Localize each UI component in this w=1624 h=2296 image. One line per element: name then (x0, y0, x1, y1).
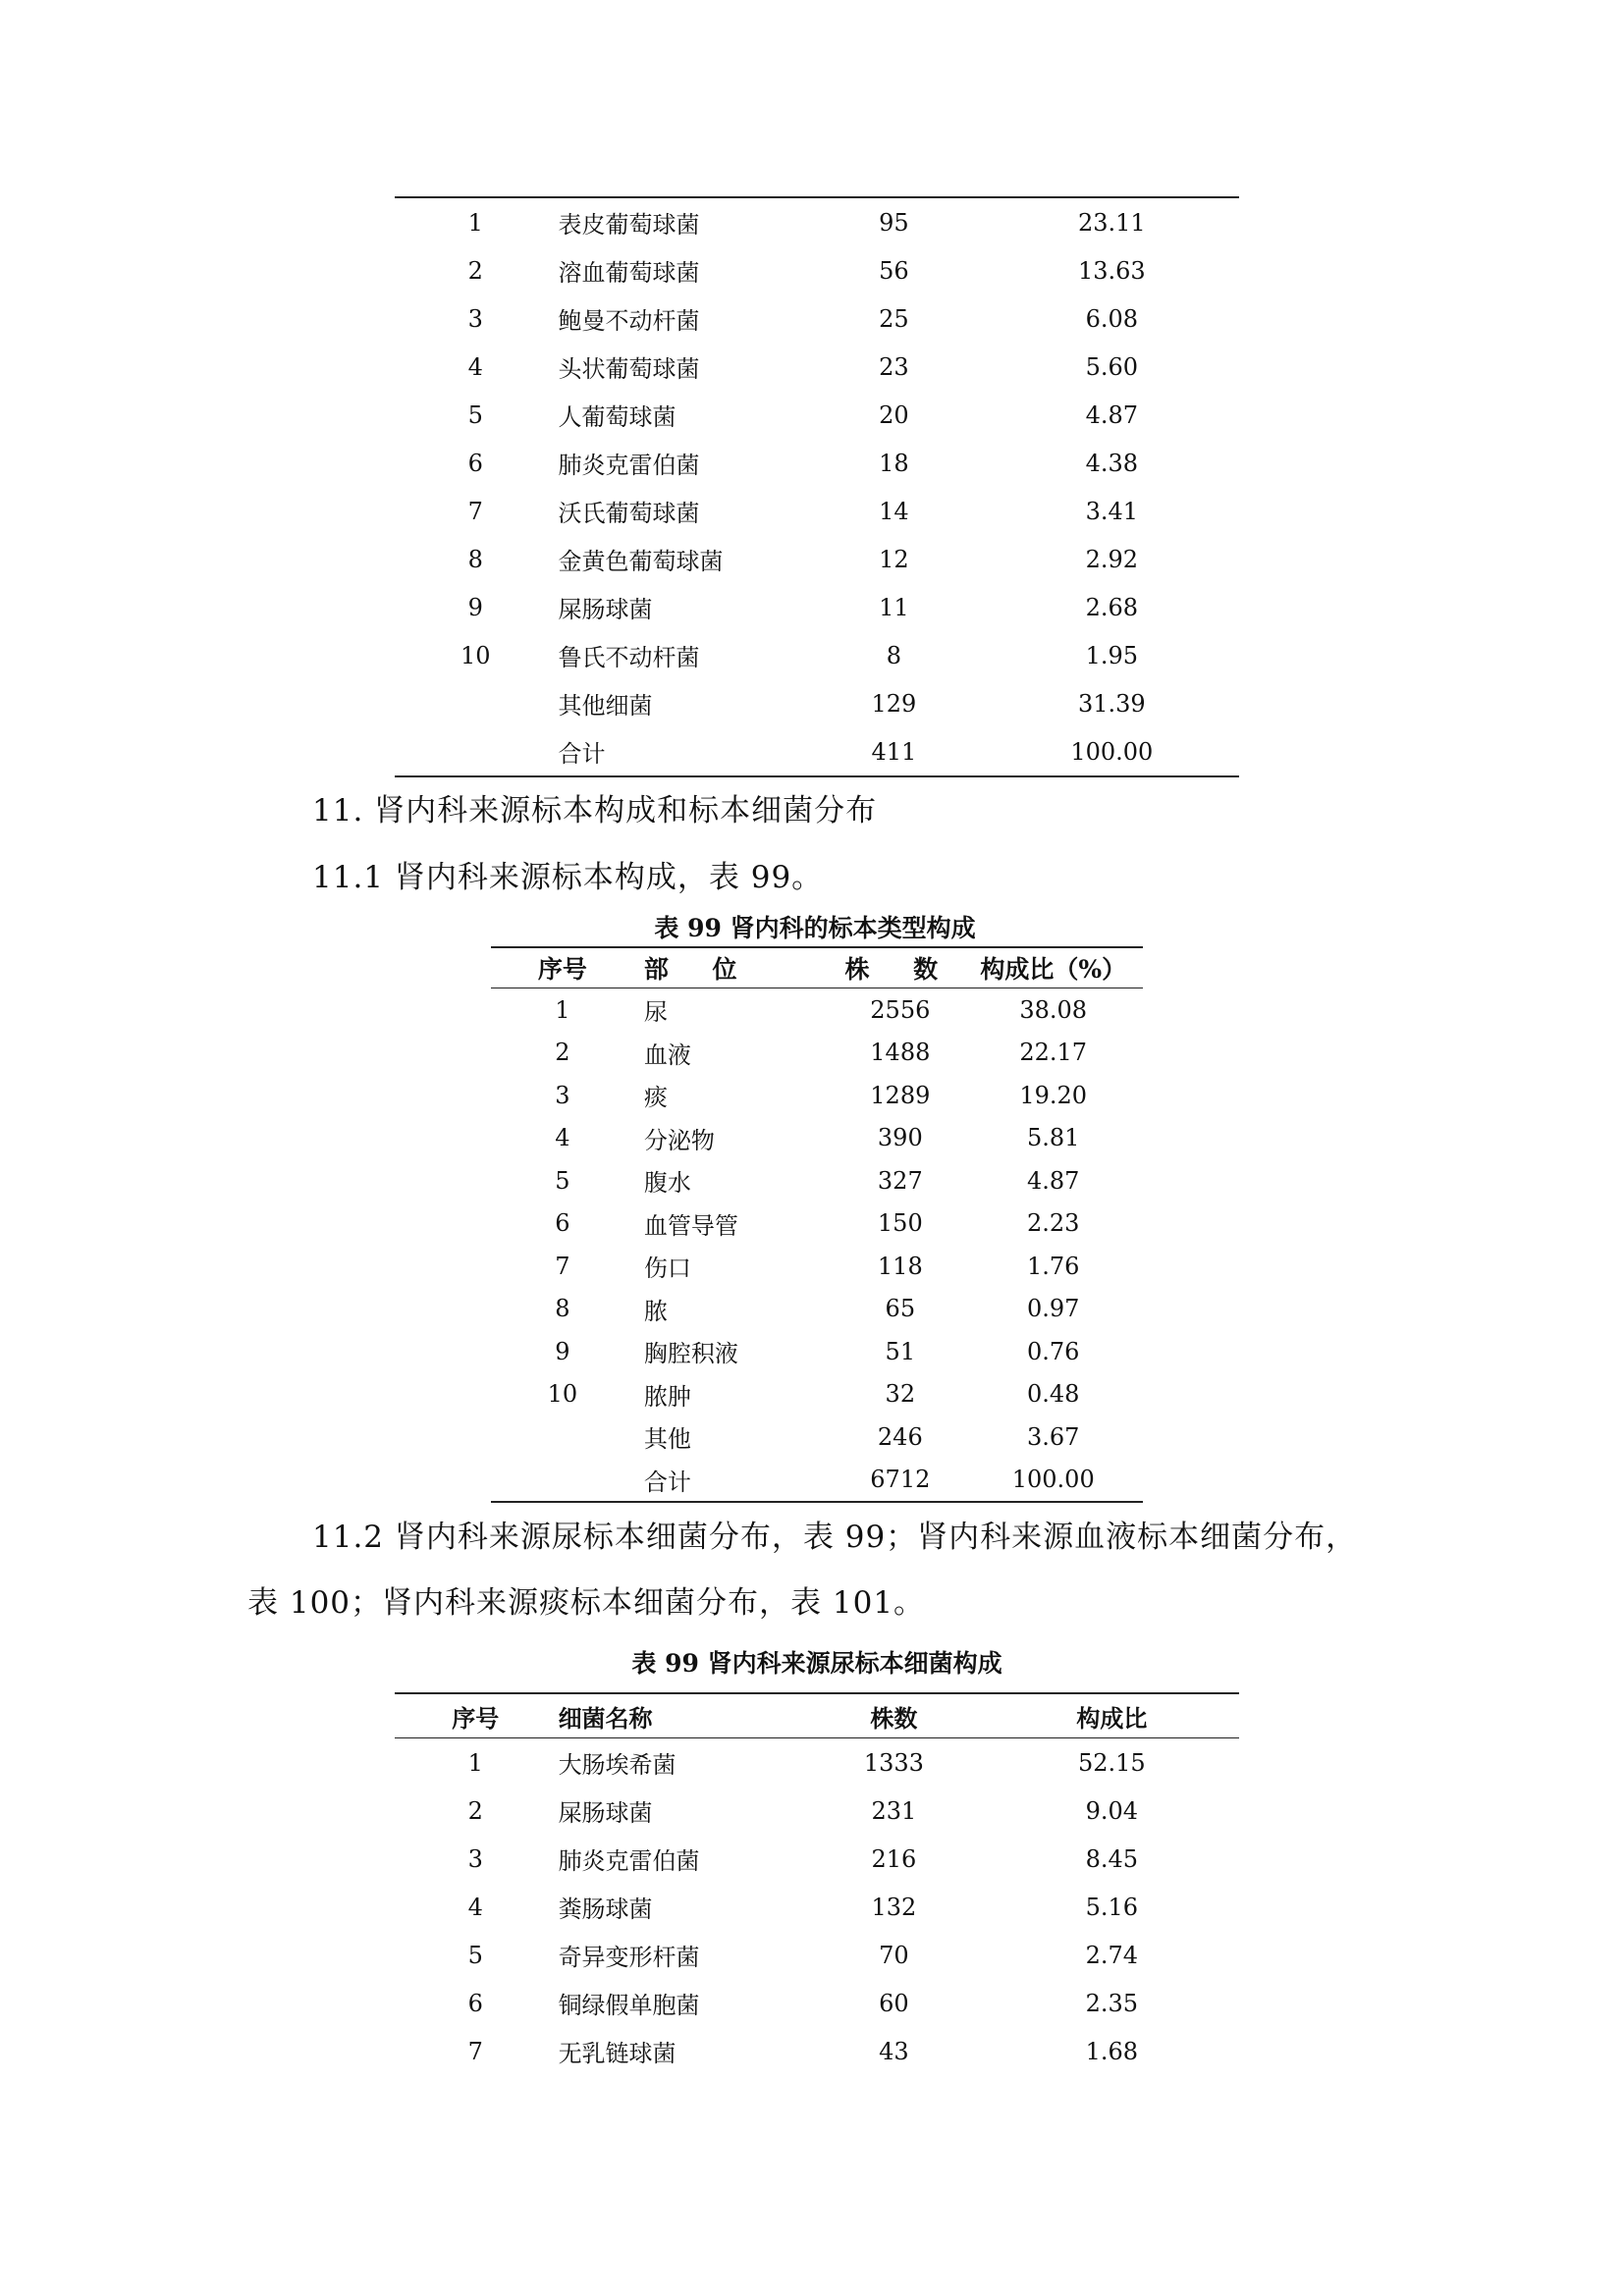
row-number: 8 (467, 545, 483, 573)
table-caption-urine-bacteria: 表 99 肾内科来源尿标本细菌构成 (631, 1649, 1002, 1678)
urine-bacteria-table (395, 1692, 1239, 2075)
row-name: 奇异变形杆菌 (558, 1944, 700, 1971)
row-number: 5 (467, 1941, 483, 1969)
row-count: 51 (885, 1337, 916, 1365)
row-number: 8 (555, 1295, 570, 1323)
row-name: 鲁氏不动杆菌 (558, 644, 700, 671)
row-ratio: 38.08 (1019, 995, 1088, 1024)
row-ratio: 4.38 (1085, 449, 1139, 477)
header-bacteria-name: 细菌名称 (557, 1693, 804, 1738)
table-row (395, 391, 1239, 439)
row-number: 1 (555, 995, 570, 1024)
row-number: 3 (467, 1844, 483, 1873)
header-site: 部 位 (634, 947, 837, 988)
row-count: 150 (877, 1209, 923, 1238)
table-row (395, 631, 1239, 679)
header-count: 株 数 (837, 947, 963, 988)
table-row (395, 2027, 1239, 2075)
row-count: 56 (879, 256, 909, 285)
row-count: 327 (877, 1166, 923, 1195)
table-row (395, 1883, 1239, 1931)
row-name: 合计 (558, 740, 606, 768)
row-number (491, 1459, 634, 1503)
row-name: 脓 (643, 1297, 668, 1325)
table-row (395, 583, 1239, 631)
row-name: 鲍曼不动杆菌 (558, 307, 700, 335)
row-ratio: 2.92 (1085, 545, 1139, 573)
row-count: 6712 (870, 1466, 931, 1494)
row-count: 118 (877, 1252, 923, 1280)
row-number: 7 (467, 497, 483, 525)
table-row (491, 1415, 1143, 1459)
row-name: 血管导管 (643, 1211, 738, 1240)
row-name: 肺炎克雷伯菌 (558, 1847, 700, 1875)
row-name: 金黄色葡萄球菌 (558, 548, 724, 575)
header-seq: 序号 (491, 947, 634, 988)
bacteria-table-continued (395, 196, 1239, 777)
header-count: 株数 (803, 1693, 985, 1738)
section-heading-11: 11. 肾内科来源标本构成和标本细菌分布 (312, 793, 878, 828)
header-seq: 序号 (395, 1693, 557, 1738)
paragraph-11-2-line1: 11.2 肾内科来源尿标本细菌分布，表 99；肾内科来源血液标本细菌分布， (312, 1520, 1358, 1555)
row-count: 1289 (870, 1081, 931, 1109)
table-row (395, 1738, 1239, 1788)
table-row (491, 1159, 1143, 1202)
row-count: 390 (877, 1124, 923, 1152)
row-number (395, 727, 556, 776)
row-count: 1488 (870, 1039, 931, 1067)
row-count: 65 (885, 1295, 916, 1323)
row-number: 4 (467, 1893, 483, 1921)
table-row (491, 1074, 1143, 1117)
table-row (395, 246, 1239, 294)
row-ratio: 2.23 (1027, 1209, 1080, 1238)
table-row (491, 988, 1143, 1032)
row-ratio: 5.60 (1085, 352, 1139, 381)
row-ratio: 13.63 (1077, 256, 1146, 285)
section-heading-11-1: 11.1 肾内科来源标本构成，表 99。 (312, 860, 824, 895)
table-row (395, 535, 1239, 583)
row-count: 11 (879, 593, 909, 621)
row-number: 5 (555, 1166, 570, 1195)
table-row (395, 343, 1239, 391)
row-count: 1333 (863, 1748, 924, 1777)
table-row (395, 294, 1239, 343)
table-row (395, 727, 1239, 776)
row-number: 6 (467, 1989, 483, 2017)
row-number: 7 (467, 2037, 483, 2065)
row-name: 伤口 (643, 1255, 691, 1283)
bacteria-table-body (395, 197, 1239, 776)
row-count: 129 (871, 689, 917, 718)
row-number: 10 (460, 641, 491, 669)
row-count: 246 (877, 1422, 923, 1451)
table-row (491, 1459, 1143, 1503)
row-number: 7 (555, 1252, 570, 1280)
row-name: 沃氏葡萄球菌 (558, 500, 700, 527)
row-ratio: 0.48 (1027, 1380, 1080, 1409)
row-ratio: 4.87 (1085, 400, 1139, 429)
table-row (491, 1202, 1143, 1246)
row-name: 大肠埃希菌 (558, 1751, 677, 1779)
row-number: 5 (467, 400, 483, 429)
row-name: 肺炎克雷伯菌 (558, 452, 700, 479)
row-name: 脓肿 (643, 1382, 691, 1411)
row-name: 溶血葡萄球菌 (558, 259, 700, 287)
row-count: 8 (886, 641, 902, 669)
table-row (395, 1979, 1239, 2027)
row-name: 合计 (643, 1468, 691, 1496)
row-count: 216 (871, 1844, 917, 1873)
row-name: 痰 (643, 1084, 668, 1112)
row-number: 2 (555, 1039, 570, 1067)
row-count: 32 (885, 1380, 916, 1409)
row-number: 6 (555, 1209, 570, 1238)
row-number: 2 (467, 256, 483, 285)
row-name: 铜绿假单胞菌 (558, 1992, 700, 2019)
row-number: 3 (467, 304, 483, 333)
row-ratio: 0.97 (1027, 1295, 1080, 1323)
row-name: 屎肠球菌 (558, 596, 653, 623)
row-number: 4 (467, 352, 483, 381)
row-count: 18 (879, 449, 909, 477)
header-ratio: 构成比 (985, 1693, 1239, 1738)
row-ratio: 52.15 (1077, 1748, 1146, 1777)
row-ratio: 100.00 (1070, 737, 1154, 766)
row-count: 14 (879, 497, 909, 525)
row-ratio: 31.39 (1077, 689, 1146, 718)
row-name: 粪肠球菌 (558, 1896, 653, 1923)
row-ratio: 2.74 (1085, 1941, 1139, 1969)
row-ratio: 1.95 (1085, 641, 1139, 669)
row-name: 分泌物 (643, 1126, 715, 1154)
row-name: 表皮葡萄球菌 (558, 211, 700, 239)
row-count: 132 (871, 1893, 917, 1921)
row-ratio: 1.68 (1085, 2037, 1139, 2065)
row-ratio: 4.87 (1027, 1166, 1080, 1195)
row-name: 胸腔积液 (643, 1340, 738, 1368)
row-name: 人葡萄球菌 (558, 403, 677, 431)
row-count: 60 (879, 1989, 909, 2017)
table-row (395, 679, 1239, 727)
row-ratio: 1.76 (1027, 1252, 1080, 1280)
row-count: 25 (879, 304, 909, 333)
row-count: 12 (879, 545, 909, 573)
row-name: 头状葡萄球菌 (558, 355, 700, 383)
row-number: 2 (467, 1796, 483, 1825)
row-ratio: 19.20 (1019, 1081, 1088, 1109)
row-count: 43 (879, 2037, 909, 2065)
row-ratio: 3.41 (1085, 497, 1139, 525)
row-count: 95 (879, 208, 909, 237)
paragraph-11-2-line2: 表 100；肾内科来源痰标本细菌分布，表 101。 (247, 1585, 926, 1621)
row-number (491, 1415, 634, 1459)
row-ratio: 6.08 (1085, 304, 1139, 333)
row-number: 1 (467, 208, 483, 237)
table-row (491, 1117, 1143, 1160)
row-number: 9 (467, 593, 483, 621)
row-count: 2556 (870, 995, 931, 1024)
row-count: 20 (879, 400, 909, 429)
table-row (491, 1330, 1143, 1373)
table-row (395, 197, 1239, 246)
row-name: 屎肠球菌 (558, 1799, 653, 1827)
row-ratio: 5.16 (1085, 1893, 1139, 1921)
row-ratio: 2.68 (1085, 593, 1139, 621)
table-row (395, 1931, 1239, 1979)
row-ratio: 5.81 (1027, 1124, 1080, 1152)
header-ratio: 构成比（%） (963, 947, 1143, 988)
row-ratio: 2.35 (1085, 1989, 1139, 2017)
table-row (491, 1288, 1143, 1331)
table-caption-specimen-types: 表 99 肾内科的标本类型构成 (654, 914, 976, 942)
row-name: 其他细菌 (558, 692, 653, 720)
row-count: 411 (871, 737, 917, 766)
row-name: 无乳链球菌 (558, 2040, 677, 2067)
row-name: 尿 (643, 998, 668, 1027)
row-ratio: 23.11 (1077, 208, 1146, 237)
row-ratio: 9.04 (1085, 1796, 1139, 1825)
row-ratio: 8.45 (1085, 1844, 1139, 1873)
specimen-table-body (491, 988, 1143, 1503)
table-row (491, 1032, 1143, 1075)
row-count: 23 (879, 352, 909, 381)
row-count: 70 (879, 1941, 909, 1969)
specimen-type-table (491, 946, 1143, 1503)
row-name: 血液 (643, 1041, 691, 1069)
row-name: 腹水 (643, 1169, 691, 1198)
table-row (491, 1373, 1143, 1416)
table-row (491, 1245, 1143, 1288)
table-row (395, 487, 1239, 535)
row-number: 6 (467, 449, 483, 477)
table-row (395, 439, 1239, 487)
row-number: 1 (467, 1748, 483, 1777)
row-number (395, 679, 556, 727)
row-number: 9 (555, 1337, 570, 1365)
row-name: 其他 (643, 1425, 691, 1454)
table-header-row (491, 947, 1143, 988)
table-row (395, 1787, 1239, 1835)
row-ratio: 3.67 (1027, 1422, 1080, 1451)
row-number: 10 (547, 1380, 578, 1409)
row-ratio: 100.00 (1011, 1466, 1095, 1494)
row-ratio: 22.17 (1019, 1039, 1088, 1067)
row-number: 4 (555, 1124, 570, 1152)
row-count: 231 (871, 1796, 917, 1825)
table-header-row (395, 1693, 1239, 1738)
table-row (395, 1835, 1239, 1883)
row-ratio: 0.76 (1027, 1337, 1080, 1365)
row-number: 3 (555, 1081, 570, 1109)
urine-table-body (395, 1738, 1239, 2076)
